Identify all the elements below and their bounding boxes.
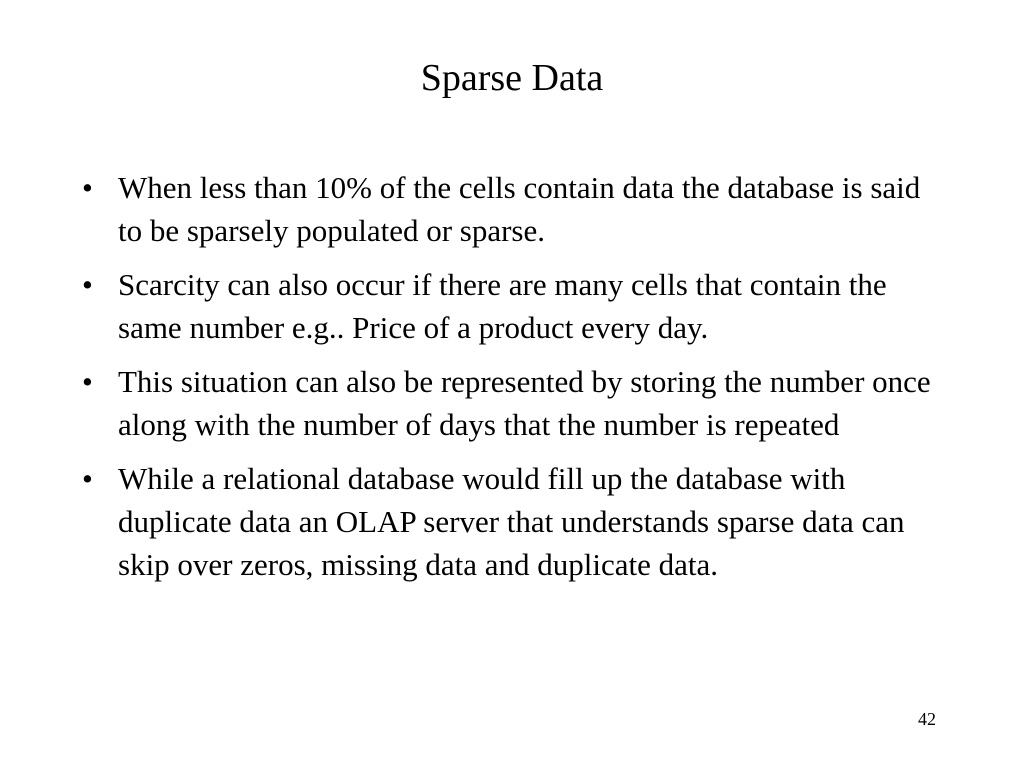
- bullet-marker: •: [82, 267, 93, 302]
- bullet-item: [82, 263, 942, 349]
- bullet-item: [82, 457, 942, 586]
- page-number: 42: [918, 709, 936, 729]
- bullet-text: While a relational database would fill up the database with duplicate data an OLAP server that understands sparse data can skip over zeros, missing data and duplicate data.: [118, 461, 905, 582]
- bullet-text: When less than 10% of the cells contain data the database is said to be sparsely populated or sparse.: [118, 170, 921, 248]
- bullet-item: [82, 360, 942, 446]
- bullet-item: [82, 166, 942, 252]
- bullet-marker: •: [82, 170, 93, 205]
- slide-title: Sparse Data: [420, 57, 604, 99]
- bullet-text: Scarcity can also occur if there are many cells that contain the same number e.g.. Price of a product every day.: [118, 267, 887, 345]
- bullet-text: This situation can also be represented by storing the number once along with the number of days that the number is repeated: [118, 364, 931, 442]
- bullet-list: [82, 166, 942, 597]
- bullet-marker: •: [82, 461, 93, 496]
- bullet-marker: •: [82, 364, 93, 399]
